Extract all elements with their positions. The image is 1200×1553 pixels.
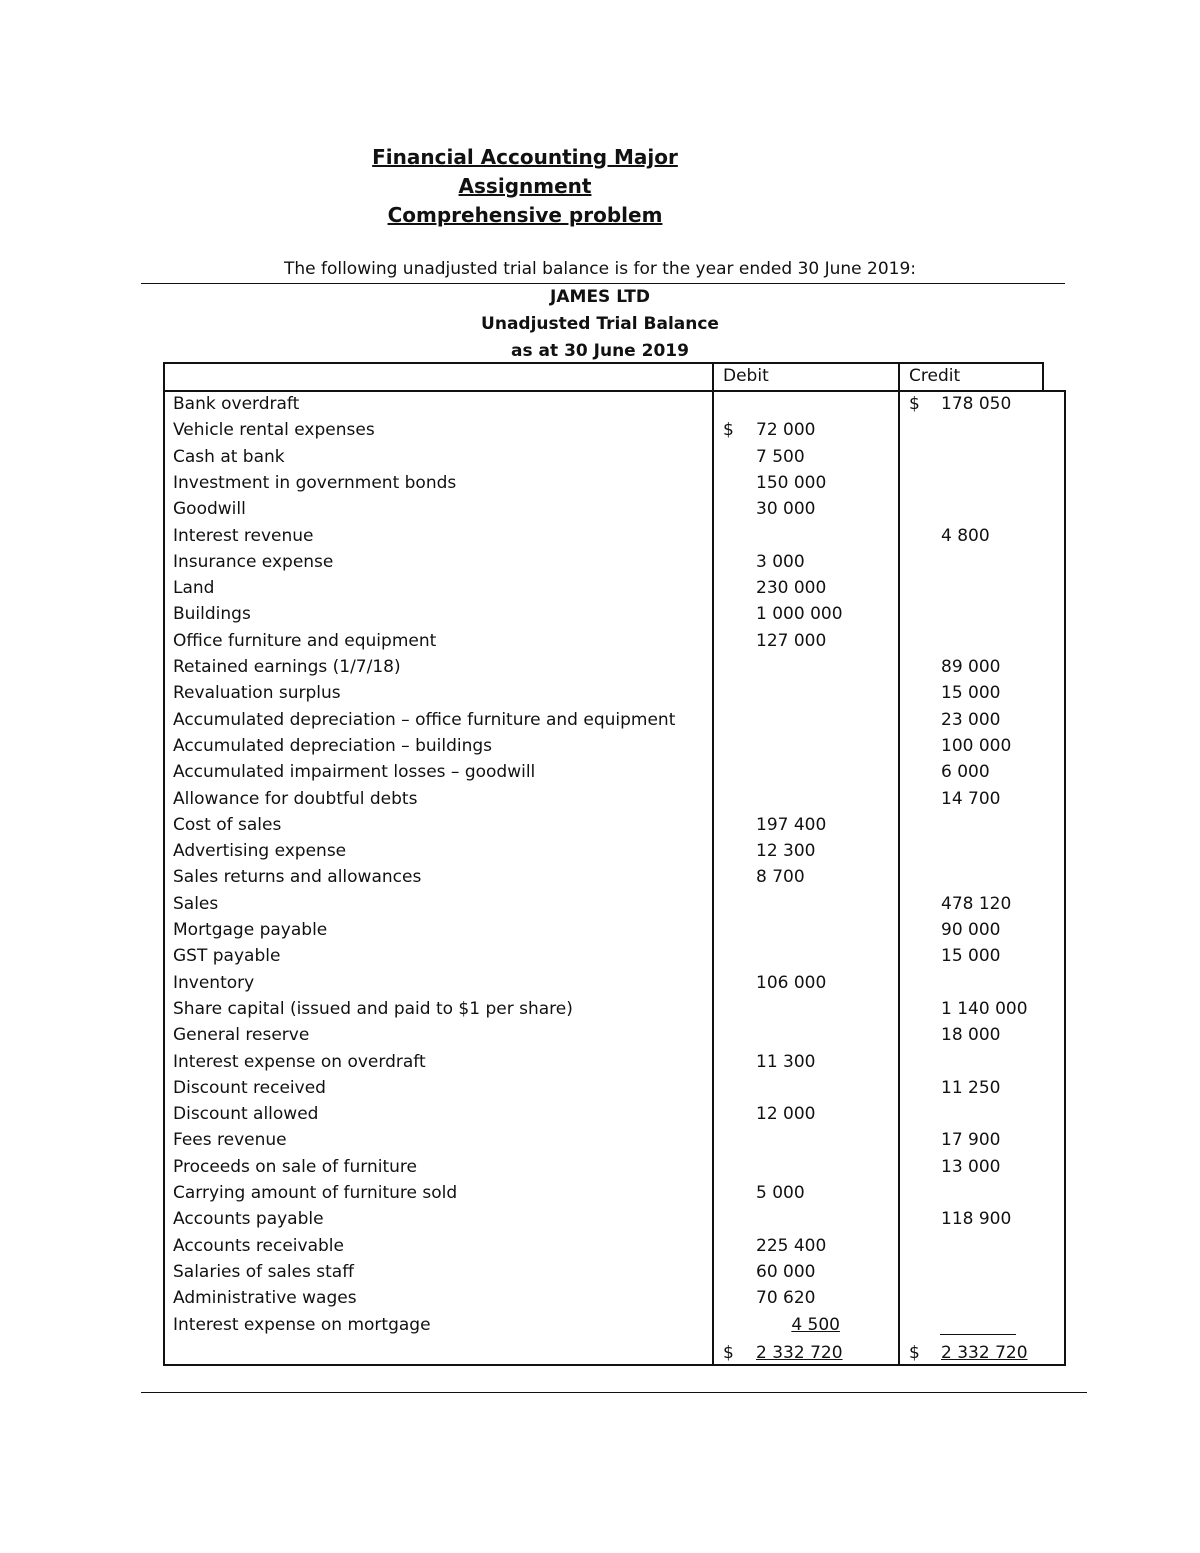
table-left-border xyxy=(163,362,165,1366)
credit-amount: 23 000 xyxy=(941,709,1001,730)
account-name: Buildings xyxy=(173,604,251,625)
account-name: Sales xyxy=(173,893,219,914)
account-name: Accumulated depreciation – office furniture and equipment xyxy=(173,709,676,730)
debit-amount: 5 000 xyxy=(756,1183,805,1203)
debit-amount: 72 000 xyxy=(756,420,816,441)
debit-amount: 106 000 xyxy=(756,972,827,993)
total-debit-currency: $ xyxy=(723,1343,734,1363)
credit-amount: 478 120 xyxy=(941,893,1012,914)
debit-column-header: Debit xyxy=(723,366,769,386)
account-name: Fees revenue xyxy=(173,1130,287,1151)
credit-currency: $ xyxy=(909,394,920,414)
document-problem-title: Comprehensive problem xyxy=(387,203,663,227)
total-credit-currency: $ xyxy=(909,1343,920,1363)
credit-amount: 1 140 000 xyxy=(941,998,1028,1019)
account-name: Office furniture and equipment xyxy=(173,630,437,651)
account-name: Proceeds on sale of furniture xyxy=(173,1156,417,1177)
account-name: Revaluation surplus xyxy=(173,683,341,704)
debit-amount: 150 000 xyxy=(756,472,827,493)
credit-amount: 178 050 xyxy=(941,394,1012,414)
debit-amount: 1 000 000 xyxy=(756,604,843,625)
bottom-rule xyxy=(141,1392,1087,1393)
credit-subtotal-rule xyxy=(940,1334,1016,1335)
credit-amount: 4 800 xyxy=(941,525,990,546)
account-name: Accounts receivable xyxy=(173,1235,344,1256)
total-credit: 2 332 720 xyxy=(941,1343,1028,1363)
account-name: Land xyxy=(173,578,215,599)
debit-amount: 30 000 xyxy=(756,499,816,520)
account-name: Goodwill xyxy=(173,499,246,520)
header-right-border xyxy=(1042,362,1044,390)
credit-divider xyxy=(898,362,900,1366)
account-name: Allowance for doubtful debts xyxy=(173,788,418,809)
credit-amount: 14 700 xyxy=(941,788,1001,809)
account-name: Interest expense on mortgage xyxy=(173,1314,431,1335)
debit-amount: 70 620 xyxy=(756,1288,816,1309)
credit-amount: 13 000 xyxy=(941,1156,1001,1177)
debit-divider xyxy=(712,362,714,1366)
debit-amount: 12 300 xyxy=(756,841,816,862)
account-name: Insurance expense xyxy=(173,551,334,572)
account-name: Vehicle rental expenses xyxy=(173,420,375,441)
debit-amount: 4 500 xyxy=(791,1314,840,1335)
credit-amount: 118 900 xyxy=(941,1209,1012,1230)
credit-amount: 6 000 xyxy=(941,762,990,783)
account-name: GST payable xyxy=(173,946,281,967)
account-name: Inventory xyxy=(173,972,255,993)
debit-amount: 197 400 xyxy=(756,814,827,835)
company-name: JAMES LTD xyxy=(550,287,650,307)
credit-amount: 11 250 xyxy=(941,1077,1001,1098)
debit-amount: 7 500 xyxy=(756,446,805,467)
account-name: Cost of sales xyxy=(173,814,282,835)
debit-amount: 3 000 xyxy=(756,551,805,572)
account-name: Investment in government bonds xyxy=(173,472,457,493)
debit-currency: $ xyxy=(723,420,734,441)
document-title: Financial Accounting Major xyxy=(372,145,678,169)
credit-amount: 15 000 xyxy=(941,946,1001,967)
debit-amount: 127 000 xyxy=(756,630,827,651)
credit-column-header: Credit xyxy=(909,366,961,386)
debit-amount: 8 700 xyxy=(756,867,805,888)
account-name: Interest revenue xyxy=(173,525,314,546)
total-debit: 2 332 720 xyxy=(756,1343,843,1363)
account-name: Retained earnings (1/7/18) xyxy=(173,657,401,677)
document-subtitle: Assignment xyxy=(458,174,592,198)
account-name: Advertising expense xyxy=(173,841,347,862)
debit-amount: 60 000 xyxy=(756,1261,816,1282)
account-name: Share capital (issued and paid to $1 per share) xyxy=(173,998,573,1019)
account-name: Discount received xyxy=(173,1077,326,1098)
credit-amount: 100 000 xyxy=(941,735,1012,756)
table-right-border xyxy=(1064,390,1066,1366)
debit-amount: 225 400 xyxy=(756,1235,827,1256)
top-rule xyxy=(141,283,1065,284)
debit-amount: 12 000 xyxy=(756,1104,816,1125)
account-name: Discount allowed xyxy=(173,1104,319,1125)
account-name: Sales returns and allowances xyxy=(173,867,422,888)
credit-amount: 90 000 xyxy=(941,920,1001,940)
credit-amount: 18 000 xyxy=(941,1025,1001,1046)
debit-amount: 230 000 xyxy=(756,578,827,599)
account-name: Interest expense on overdraft xyxy=(173,1051,426,1072)
account-name: Accumulated impairment losses – goodwill xyxy=(173,762,536,783)
statement-date: as at 30 June 2019 xyxy=(511,341,689,361)
account-name: Accumulated depreciation – buildings xyxy=(173,735,493,756)
table-bottom-border xyxy=(163,1364,1065,1366)
account-name: Accounts payable xyxy=(173,1209,324,1230)
account-name: Bank overdraft xyxy=(173,394,300,414)
account-name: Salaries of sales staff xyxy=(173,1261,354,1282)
account-name: Mortgage payable xyxy=(173,920,328,940)
credit-amount: 15 000 xyxy=(941,683,1001,704)
credit-amount: 17 900 xyxy=(941,1130,1001,1151)
statement-title: Unadjusted Trial Balance xyxy=(481,314,719,334)
account-name: Administrative wages xyxy=(173,1288,357,1309)
account-name: General reserve xyxy=(173,1025,310,1046)
debit-amount: 11 300 xyxy=(756,1051,816,1072)
intro-text: The following unadjusted trial balance is for the year ended 30 June 2019: xyxy=(283,259,917,279)
account-name: Carrying amount of furniture sold xyxy=(173,1183,458,1203)
credit-amount: 89 000 xyxy=(941,657,1001,677)
account-name: Cash at bank xyxy=(173,446,285,467)
table-top-border xyxy=(163,362,1043,364)
